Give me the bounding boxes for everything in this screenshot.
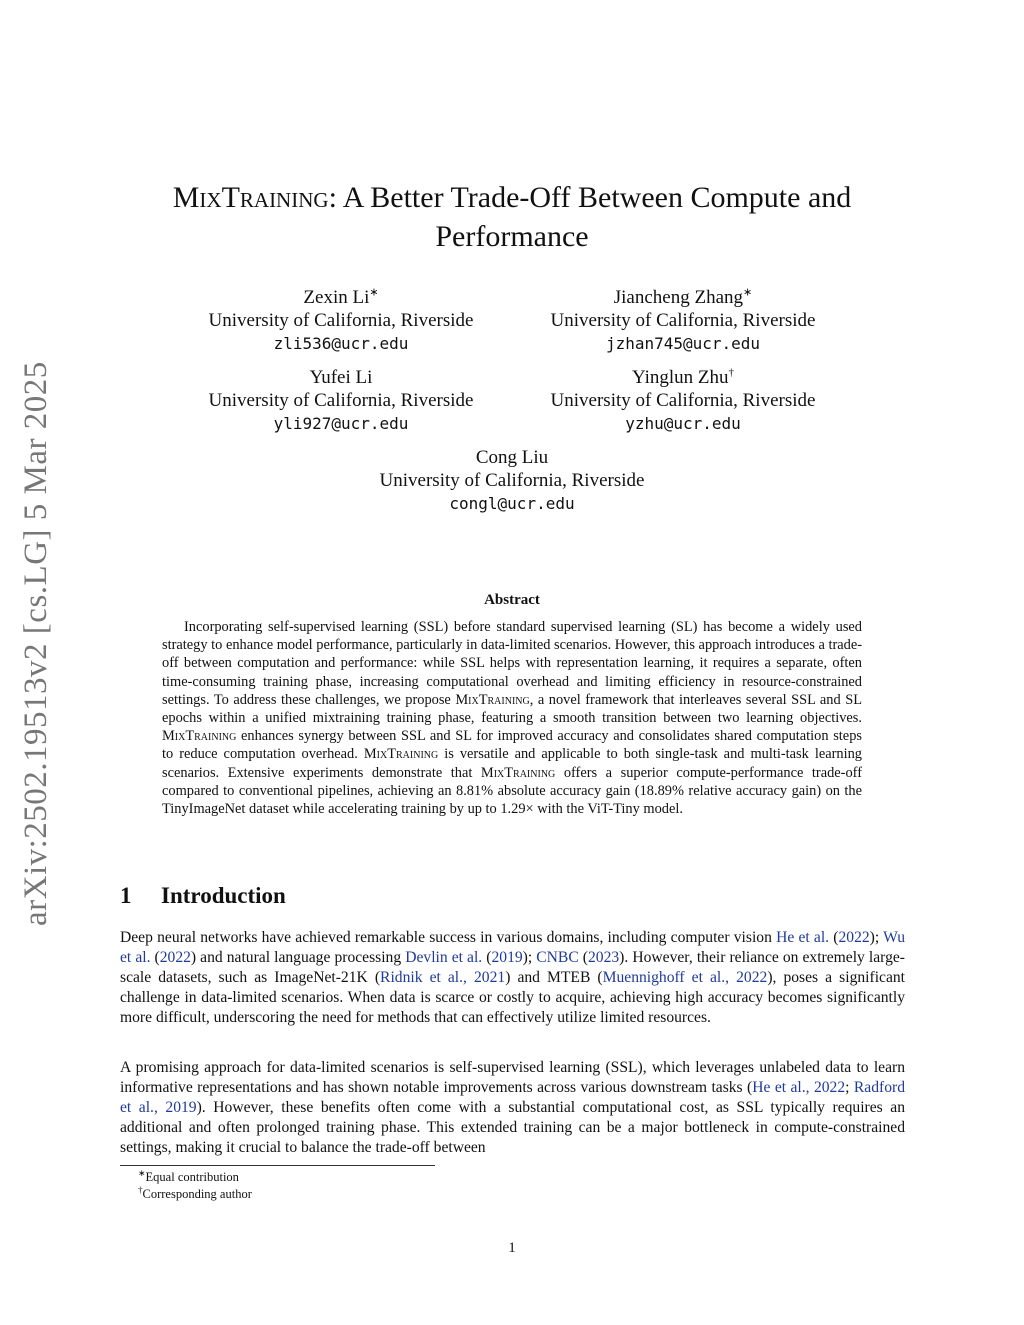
author-email[interactable]: yli927@ucr.edu [273,414,409,433]
abstract-heading: Abstract [484,592,540,608]
citation-link[interactable]: He et al., 2022 [752,1079,846,1096]
author-block-5 [342,446,682,515]
author-email[interactable]: zli536@ucr.edu [273,334,409,353]
footnote-equal-contribution: ∗Equal contribution [138,1167,239,1184]
author-name: Yufei Li [309,367,373,388]
author-name: Jiancheng Zhang∗ [613,286,753,308]
author-name: Cong Liu [475,447,549,468]
author-name: Zexin Li∗ [303,286,379,308]
citation-link[interactable]: Wu et al. [120,929,906,966]
intro-paragraph-1: Deep neural networks have achieved remarkable success in various domains, including computer vision He et al. (2022); Wu et al. (2022) and natural language processing Devlin et al. (2019); CNBC (2023). However, their reliance on extremely large-scale datasets, such as ImageNet-21K (Ridnik et al., 2021) and MTEB (Muennighoff et al., 2022), poses a significant challenge in data-limited scenarios. When data is scarce or costly to acquire, achieving high accuracy becomes significantly more difficult, underscoring the need for methods that can effectively utilize limited resources. [120,929,906,1026]
citation-link[interactable]: Devlin et al. [405,949,483,966]
intro-paragraph-2: A promising approach for data-limited scenarios is self-supervised learning (SSL), which leverages unlabeled data to learn informative representations and has shown notable improvements across various downstream tasks (He et al., 2022; Radford et al., 2019). However, these benefits often come with a substantial computational cost, as SSL typically requires an additional and often prolonged training phase. This extended training can be a major bottleneck in compute-constrained settings, making it crucial to balance the trade-off between [120,1059,905,1156]
title-rest: : A Better Trade-Off Between Compute and Performance [328,181,852,253]
title-method-name: MixTraining [172,181,329,214]
author-block-1 [171,286,511,355]
author-email[interactable]: jzhan745@ucr.edu [605,334,761,353]
method-name: MixTraining [363,746,439,763]
footnote-corresponding-author: †Corresponding author [138,1184,252,1201]
method-name: MixTraining [162,728,237,745]
arxiv-identifier-stamp: arXiv:2502.19513v2 [cs.LG] 5 Mar 2025 [18,361,54,926]
author-email[interactable]: congl@ucr.edu [449,494,575,513]
author-name: Yinglun Zhu† [631,366,735,388]
paper-title [120,178,904,256]
author-affiliation: University of California, Riverside [379,470,645,491]
section-title: Introduction [161,883,286,908]
author-block-2 [513,286,853,355]
section-heading-introduction [120,883,286,909]
footnote-divider [120,1165,435,1166]
citation-link[interactable]: 2023 [587,949,620,966]
section-number: 1 [120,883,132,908]
abstract-body: Incorporating self-supervised learning (SSL) before standard supervised learning (SL) has become a widely used strategy to enhance model performance, particularly in data-limited scenarios. However, this approach introduces a trade-off between computation and performance: while SSL helps with representation learning, it requires a separate, often time-consuming training phase, increasing computational overhead and limiting efficiency in resource-constrained settings. To address these challenges, we propose MixTraining, a novel framework that interleaves several SSL and SL epochs within a unified mixtraining training phase, featuring a smooth transition between two learning objectives. MixTraining enhances synergy between SSL and SL for improved accuracy and consolidates shared computation steps to reduce computation overhead. MixTraining is versatile and applicable to both single-task and multi-task learning scenarios. Extensive experiments demonstrate that MixTraining offers a superior compute-performance trade-off compared to conventional pipelines, achieving an 8.81% absolute accuracy gain (18.89% relative accuracy gain) on the TinyImageNet dataset while accelerating training by up to 1.29× with the ViT-Tiny model. [162,619,862,818]
citation-link[interactable]: CNBC [536,949,579,966]
author-block-3 [171,366,511,435]
method-name: MixTraining [455,691,530,708]
citation-link[interactable]: He et al. [776,929,830,946]
author-affiliation: University of California, Riverside [550,390,816,411]
citation-link[interactable]: Ridnik et al., 2021 [380,969,506,986]
citation-link[interactable]: 2019 [491,949,523,966]
author-affiliation: University of California, Riverside [208,390,474,411]
citation-link[interactable]: Muennighoff et al., 2022 [602,969,768,986]
method-name: MixTraining [480,764,556,781]
author-block-4 [513,366,853,435]
author-email[interactable]: yzhu@ucr.edu [625,414,741,433]
author-affiliation: University of California, Riverside [208,310,474,331]
citation-link[interactable]: 2022 [838,929,870,946]
page-number: 1 [508,1240,516,1256]
citation-link[interactable]: 2022 [159,949,191,966]
citation-link[interactable]: Radford et al., 2019 [120,1079,905,1116]
author-affiliation: University of California, Riverside [550,310,816,331]
